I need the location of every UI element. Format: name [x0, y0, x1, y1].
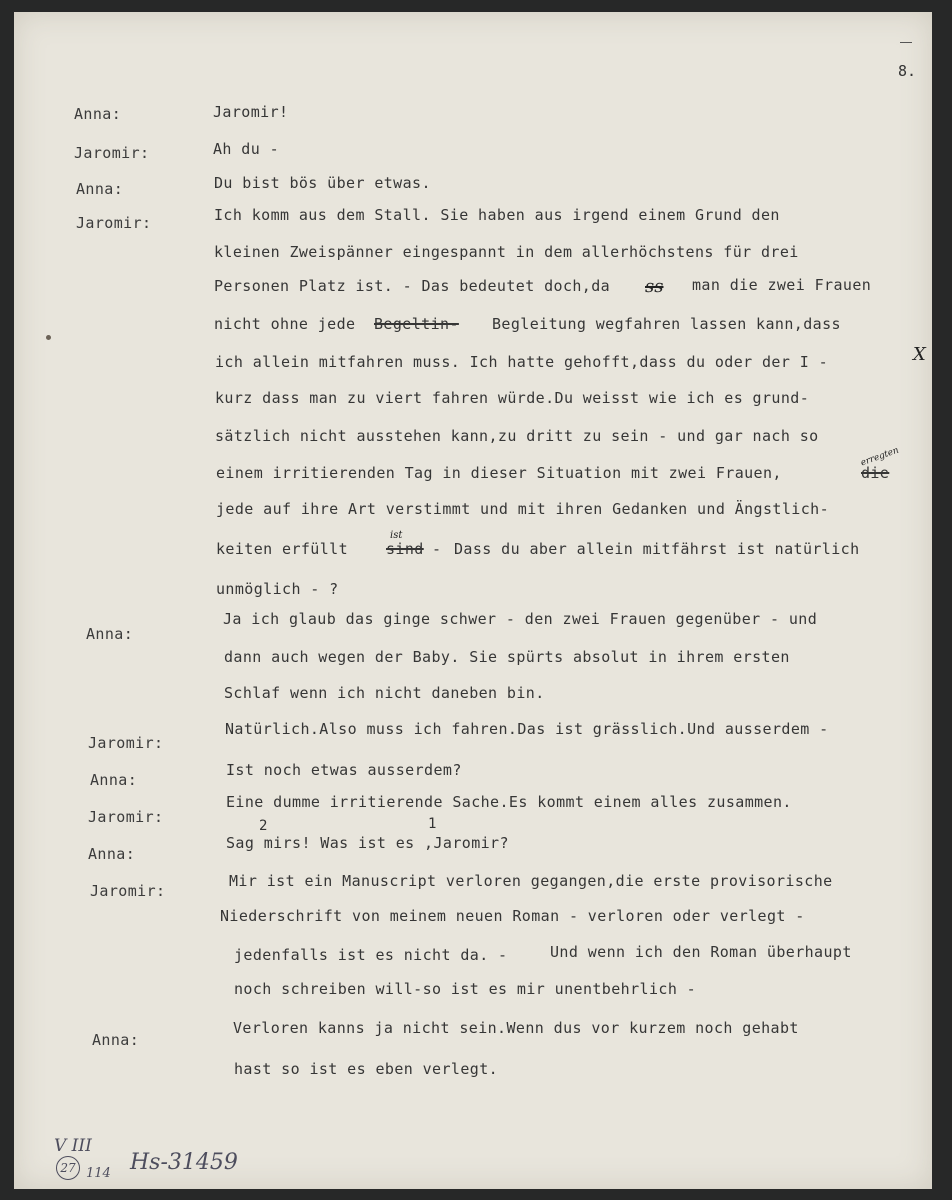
- dialogue-line: Schlaf wenn ich nicht daneben bin.: [224, 684, 545, 702]
- dialogue-line: Du bist bös über etwas.: [214, 174, 431, 192]
- dialogue-line: unmöglich - ?: [216, 580, 339, 598]
- dialogue-line: Und wenn ich den Roman überhaupt: [550, 943, 852, 961]
- archive-sheet-number: 114: [86, 1166, 111, 1181]
- archive-circle-number: 27: [56, 1156, 80, 1180]
- speaker-jaromir: Jaromir:: [88, 808, 164, 826]
- struck-word: Begeltin-: [374, 315, 459, 333]
- reorder-number: 2: [259, 818, 268, 834]
- speaker-anna: Anna:: [92, 1031, 140, 1049]
- dialogue-line: Sag mirs! Was ist es ,Jaromir?: [226, 834, 509, 852]
- handwritten-strike: ss: [645, 276, 664, 297]
- archive-signature: V III: [54, 1136, 92, 1156]
- dialogue-line: kleinen Zweispänner eingespannt in dem allerhöchstens für drei: [214, 243, 799, 261]
- speaker-jaromir: Jaromir:: [88, 734, 164, 752]
- paper-mark: [46, 335, 51, 340]
- struck-word: die: [861, 464, 890, 482]
- dialogue-line: dann auch wegen der Baby. Sie spürts absolut in ihrem ersten: [224, 648, 790, 666]
- dialogue-line: -: [432, 540, 442, 558]
- dialogue-line: jedenfalls ist es nicht da. -: [234, 946, 508, 964]
- speaker-anna: Anna:: [86, 625, 134, 643]
- speaker-jaromir: Jaromir:: [76, 214, 152, 232]
- dialogue-line: jede auf ihre Art verstimmt und mit ihren Gedanken und Ängstlich-: [216, 500, 829, 518]
- handwritten-insertion: ist: [390, 530, 403, 541]
- speaker-anna: Anna:: [74, 105, 122, 123]
- dialogue-line: Personen Platz ist. - Das bedeutet doch,da: [214, 277, 611, 295]
- handwritten-margin-mark: X: [913, 344, 926, 365]
- dialogue-line: Ich komm aus dem Stall. Sie haben aus irgend einem Grund den: [214, 206, 780, 224]
- reorder-number: 1: [428, 816, 437, 832]
- dialogue-line: noch schreiben will-so ist es mir unentbehrlich -: [234, 980, 697, 998]
- dialogue-line: kurz dass man zu viert fahren würde.Du weisst wie ich es grund-: [215, 389, 810, 407]
- dialogue-line: Mir ist ein Manuscript verloren gegangen,die erste provisorische: [229, 872, 833, 890]
- dialogue-line: Dass du aber allein mitfährst ist natürlich: [454, 540, 860, 558]
- handwritten-insertion: erregten: [859, 445, 901, 469]
- dialogue-line: Ja ich glaub das ginge schwer - den zwei Frauen gegenüber - und: [223, 610, 818, 628]
- dialogue-line: Ist noch etwas ausserdem?: [226, 761, 462, 779]
- dialogue-line: ich allein mitfahren muss. Ich hatte gehofft,dass du oder der I -: [215, 353, 828, 371]
- dialogue-line: Natürlich.Also muss ich fahren.Das ist grässlich.Und ausserdem -: [225, 720, 829, 738]
- dialogue-line: Verloren kanns ja nicht sein.Wenn dus vor kurzem noch gehabt: [233, 1019, 799, 1037]
- dialogue-line: einem irritierenden Tag in dieser Situation mit zwei Frauen,: [216, 464, 782, 482]
- archive-inventory-number: Hs-31459: [130, 1150, 238, 1175]
- dialogue-line: man die zwei Frauen: [692, 276, 872, 294]
- speaker-jaromir: Jaromir:: [90, 882, 166, 900]
- page-number: 8.: [898, 62, 917, 80]
- typescript-page: [14, 12, 932, 1189]
- dialogue-line: Ah du -: [213, 140, 280, 158]
- speaker-jaromir: Jaromir:: [74, 144, 150, 162]
- dialogue-line: Begleitung wegfahren lassen kann,dass: [492, 315, 841, 333]
- speaker-anna: Anna:: [76, 180, 124, 198]
- speaker-anna: Anna:: [90, 771, 138, 789]
- speaker-anna: Anna:: [88, 845, 136, 863]
- page-number-dash: [900, 42, 912, 43]
- dialogue-line: sätzlich nicht ausstehen kann,zu dritt zu sein - und gar nach so: [215, 427, 819, 445]
- struck-word: sind: [386, 540, 424, 558]
- dialogue-line: Eine dumme irritierende Sache.Es kommt einem alles zusammen.: [226, 793, 792, 811]
- dialogue-line: nicht ohne jede: [214, 315, 356, 333]
- dialogue-line: Niederschrift von meinem neuen Roman - verloren oder verlegt -: [220, 907, 805, 925]
- dialogue-line: Jaromir!: [213, 103, 289, 121]
- dialogue-line: keiten erfüllt: [216, 540, 349, 558]
- dialogue-line: hast so ist es eben verlegt.: [234, 1060, 499, 1078]
